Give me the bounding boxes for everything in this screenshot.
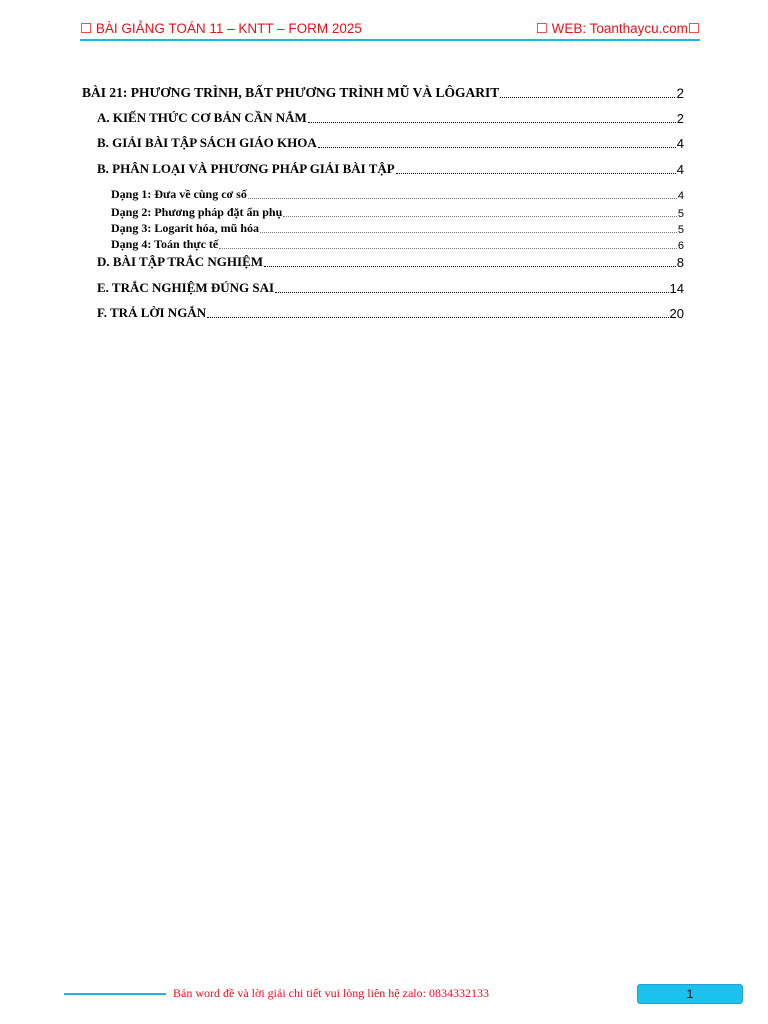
toc-entry-section-f[interactable] bbox=[97, 305, 684, 321]
toc-entry-title: B. GIẢI BÀI TẬP SÁCH GIÁO KHOA bbox=[97, 135, 317, 150]
toc-entry-title: Dạng 2: Phương pháp đặt ẩn phụ bbox=[111, 205, 283, 219]
toc-entry-title: D. BÀI TẬP TRẮC NGHIỆM bbox=[97, 254, 264, 269]
toc-leader-dots bbox=[207, 316, 668, 318]
toc-entry-type-3[interactable] bbox=[111, 221, 684, 236]
toc-entry-title: Dạng 4: Toán thực tế bbox=[111, 237, 219, 251]
toc-leader-dots bbox=[500, 96, 675, 98]
toc-entry-page: 20 bbox=[669, 306, 684, 321]
header-website[interactable]: ☐ WEB: Toanthaycu.com☐ bbox=[535, 21, 700, 36]
toc-entry-page: 8 bbox=[676, 255, 684, 270]
toc-entry-section-e[interactable] bbox=[97, 280, 684, 296]
toc-entry-type-1[interactable] bbox=[111, 187, 684, 202]
toc-leader-dots bbox=[308, 121, 676, 123]
toc-leader-dots bbox=[318, 146, 676, 148]
toc-leader-dots bbox=[283, 215, 677, 217]
toc-entry-page: 6 bbox=[677, 240, 684, 252]
header-course-title: ☐ BÀI GIẢNG TOÁN 11 – KNTT – FORM 2025 bbox=[80, 21, 362, 36]
toc-entry-page: 2 bbox=[676, 86, 684, 101]
header-divider bbox=[80, 39, 700, 41]
toc-entry-page: 4 bbox=[676, 136, 684, 151]
toc-entry-section-d[interactable] bbox=[97, 254, 684, 270]
toc-entry-title: BÀI 21: PHƯƠNG TRÌNH, BẤT PHƯƠNG TRÌNH MŨ VÀ LÔGARIT bbox=[82, 85, 500, 100]
toc-entry-page: 14 bbox=[669, 281, 684, 296]
footer-divider bbox=[64, 993, 166, 995]
page-header bbox=[80, 21, 700, 41]
toc-entry-section-b2[interactable] bbox=[97, 161, 684, 177]
toc-entry-title: B. PHÂN LOẠI VÀ PHƯƠNG PHÁP GIẢI BÀI TẬP bbox=[97, 161, 395, 176]
toc-entry-type-4[interactable] bbox=[111, 237, 684, 252]
toc-entry-page: 5 bbox=[677, 224, 684, 236]
toc-entry-page: 5 bbox=[677, 208, 684, 220]
toc-entry-type-2[interactable] bbox=[111, 205, 684, 220]
toc-leader-dots bbox=[260, 231, 677, 233]
toc-entry-section-b1[interactable] bbox=[97, 135, 684, 151]
toc-leader-dots bbox=[219, 247, 677, 249]
page-number-badge: 1 bbox=[637, 984, 743, 1004]
toc-leader-dots bbox=[264, 265, 676, 267]
toc-entry-page: 4 bbox=[677, 190, 684, 202]
toc-entry-section-a[interactable] bbox=[97, 110, 684, 126]
toc-entry-title: F. TRẢ LỜI NGẮN bbox=[97, 305, 207, 320]
toc-entry-lesson[interactable] bbox=[82, 85, 684, 101]
toc-entry-title: Dạng 3: Logarit hóa, mũ hóa bbox=[111, 221, 260, 235]
toc-entry-page: 4 bbox=[676, 162, 684, 177]
footer-contact-note: Bản word đề và lời giải chi tiết vui lòng liên hệ zalo: 0834332133 bbox=[173, 986, 489, 1000]
toc-entry-title: E. TRẮC NGHIỆM ĐÚNG SAI bbox=[97, 280, 275, 295]
toc-leader-dots bbox=[396, 172, 676, 174]
toc-entry-title: A. KIẾN THỨC CƠ BẢN CẦN NẮM bbox=[97, 110, 307, 125]
toc-leader-dots bbox=[275, 291, 668, 293]
toc-entry-title: Dạng 1: Đưa về cùng cơ số bbox=[111, 187, 247, 201]
toc-entry-page: 2 bbox=[676, 111, 684, 126]
toc-leader-dots bbox=[248, 197, 677, 199]
